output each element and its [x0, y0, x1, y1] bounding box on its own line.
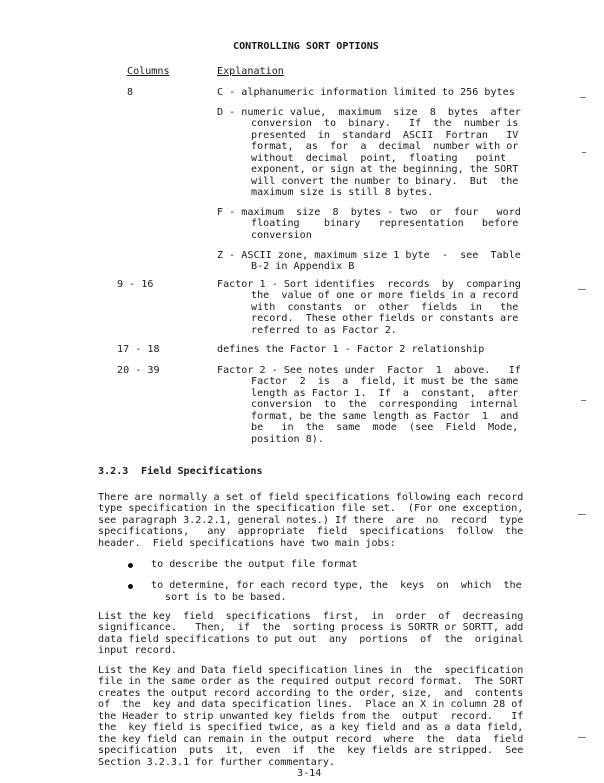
section-number: 3.2.3 — [98, 466, 129, 477]
margin-mark — [581, 400, 586, 401]
row-text-line: Factor 2 - See notes under Factor 1 above. If — [217, 365, 521, 376]
row-text-line: D - numeric value, maximum size 8 bytes after — [217, 107, 521, 118]
paragraph-line: significance. Then, if the sorting process is SORTR or SORTT, add — [98, 622, 524, 633]
paragraph-line: header. Field specifications have two main jobs: — [98, 538, 396, 549]
row-text-line: exponent, or sign at the beginning, the SORT — [251, 164, 519, 175]
row-text-line: B-2 in Appendix B — [251, 261, 355, 272]
bullet-text: sort is to be based. — [165, 592, 287, 603]
row-text-line: F - maximum size 8 bytes - two or four word — [217, 207, 521, 218]
margin-mark — [578, 289, 586, 290]
paragraph-line: the key field is specified twice, as a key field and as a data field, — [98, 722, 524, 733]
paragraph-line: the key field can remain in the output record where the data field — [98, 734, 524, 745]
row-col-label: 17 - 18 — [117, 344, 160, 355]
paragraph-line: List the key field specifications first, in order of decreasing — [98, 611, 524, 622]
columns-heading: Columns — [127, 66, 170, 77]
row-text-line: maximum size is still 8 bytes. — [251, 187, 434, 198]
row-text-line: format, be the same length as Factor 1 and — [251, 411, 519, 422]
row-text-line: presented in standard ASCII Fortran IV — [251, 130, 519, 141]
row-text-line: C - alphanumeric information limited to 256 bytes — [217, 87, 515, 98]
row-text-line: format, as for a decimal number with or — [251, 141, 519, 152]
bullet-icon — [128, 563, 133, 568]
paragraph-line: specification puts it, even if the key fields are stripped. See — [98, 745, 524, 756]
margin-mark — [582, 152, 586, 153]
bullet-icon — [128, 584, 133, 589]
row-text-line: the value of one or more fields in a record — [251, 290, 519, 301]
row-text-line: Factor 1 - Sort identifies records by comparing — [217, 279, 521, 290]
row-text-line: will convert the number to binary. But the — [251, 176, 519, 187]
row-text-line: Z - ASCII zone, maximum size 1 byte - see Table — [217, 250, 521, 261]
row-text-line: conversion — [251, 230, 312, 241]
row-text-line: Factor 2 is a field, it must be the same — [251, 376, 519, 387]
paragraph-line: of the key and data specification lines. Place an X in column 28 of — [98, 699, 524, 710]
row-text-line: floating binary representation before — [251, 218, 519, 229]
margin-mark — [578, 737, 586, 738]
bullet-text: to describe the output file format — [151, 559, 358, 570]
bullet-text: to determine, for each record type, the keys on which the — [151, 580, 522, 591]
paragraph-line: creates the output record according to the order, size, and contents — [98, 688, 524, 699]
paragraph-line: input record. — [98, 645, 178, 656]
row-col-label: 20 - 39 — [117, 365, 160, 376]
paragraph-line: specifications, any appropriate field specifications follow the — [98, 526, 524, 537]
row-text-line: referred to as Factor 2. — [251, 325, 397, 336]
paragraph-line: There are normally a set of field specifications following each record — [98, 492, 524, 503]
margin-mark — [578, 514, 586, 515]
row-text-line: without decimal point, floating point — [251, 153, 507, 164]
explanation-heading: Explanation — [217, 66, 284, 77]
paragraph-line: List the Key and Data field specification lines in the specification — [98, 665, 524, 676]
row-text-line: length as Factor 1. If a constant, after — [251, 388, 519, 399]
row-text-line: position 8). — [251, 434, 324, 445]
row-col-label: 9 - 16 — [117, 279, 154, 290]
page-number: 3-14 — [297, 768, 322, 779]
section-title: Field Specifications — [141, 466, 263, 477]
row-text-line: record. These other fields or constants are — [251, 313, 519, 324]
row-text-line: defines the Factor 1 - Factor 2 relationship — [217, 344, 485, 355]
row-text-line: conversion to binary. If the number is — [251, 118, 519, 129]
row-text-line: conversion to the corresponding internal — [251, 399, 519, 410]
paragraph-line: type specification in the specification file set. (For one exception, — [98, 503, 524, 514]
row-text-line: with constants or other fields in the — [251, 302, 519, 313]
margin-mark — [580, 97, 586, 98]
row-text-line: be in the same mode (see Field Mode, — [251, 422, 519, 433]
paragraph-line: see paragraph 3.2.2.1, general notes.) If there are no record type — [98, 515, 524, 526]
page-title: CONTROLLING SORT OPTIONS — [233, 41, 379, 52]
row-col-label: 8 — [127, 87, 134, 98]
paragraph-line: the Header to strip unwanted key fields from the output record. If — [98, 711, 524, 722]
paragraph-line: file in the same order as the required output record format. The SORT — [98, 676, 524, 687]
paragraph-line: Section 3.2.3.1 for further commentary. — [98, 757, 336, 768]
paragraph-line: data field specifications to put out any portions of the original — [98, 634, 524, 645]
